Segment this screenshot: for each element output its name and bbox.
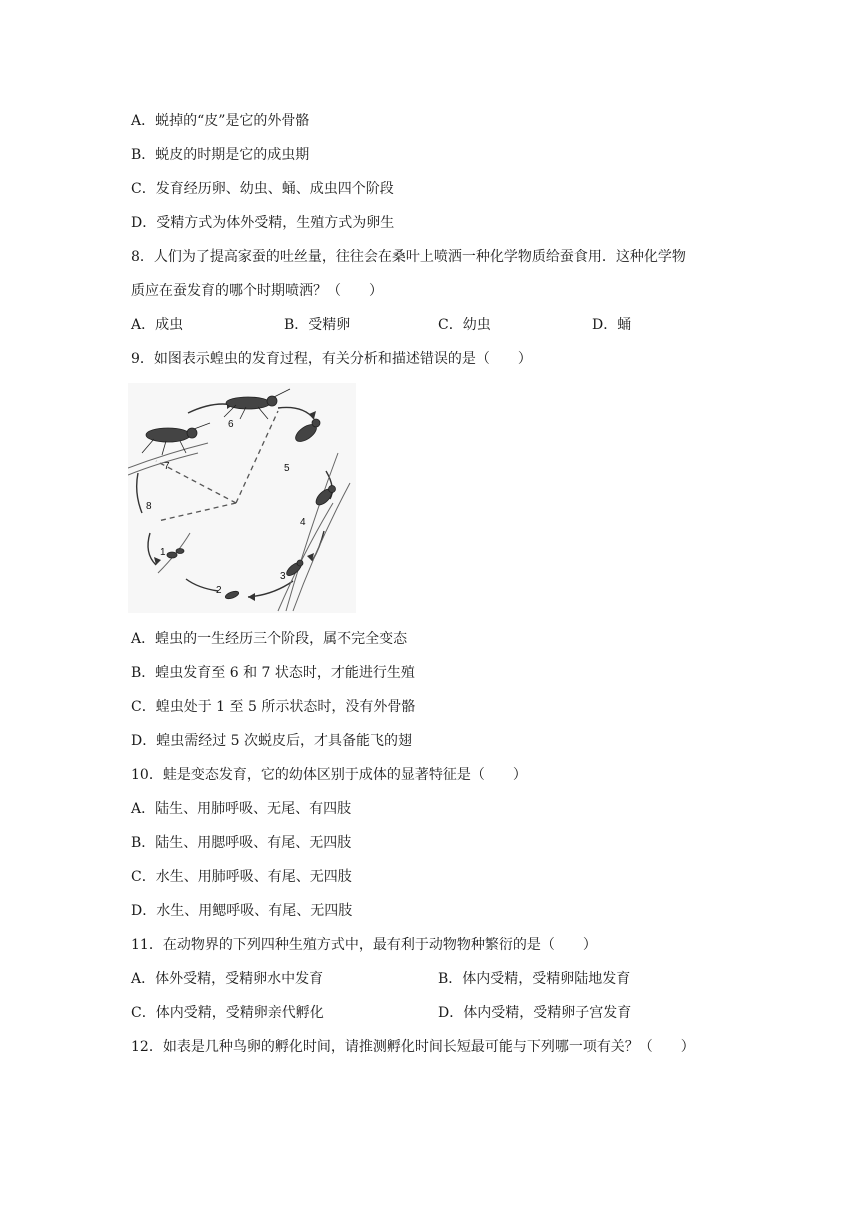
figure-label-4: 4 [300,517,306,528]
q9-stem: 9．如图表示蝗虫的发育过程，有关分析和描述错误的是（ ） [131,351,532,367]
locust-development-figure [128,383,356,613]
q7-option-a: A．蜕掉的“皮”是它的外骨骼 [131,113,310,129]
figure-label-5: 5 [284,463,290,474]
figure-label-6: 6 [228,419,234,430]
q9-option-b: B．蝗虫发育至 6 和 7 状态时，才能进行生殖 [131,665,415,681]
q8-option-a: A．成虫 [131,317,184,333]
q9-option-d: D．蝗虫需经过 5 次蜕皮后，才具备能飞的翅 [131,733,413,749]
q11-option-d: D．体内受精，受精卵子宫发育 [438,1005,632,1021]
q11-option-b: B．体内受精，受精卵陆地发育 [438,971,631,987]
q7-option-c: C．发育经历卵、幼虫、蛹、成虫四个阶段 [131,181,394,197]
q10-stem: 10．蛙是变态发育，它的幼体区别于成体的显著特征是（ ） [131,767,527,783]
q7-option-b: B．蜕皮的时期是它的成虫期 [131,147,310,163]
figure-label-2: 2 [216,585,222,596]
q8-option-b: B．受精卵 [284,317,351,333]
q10-option-c: C．水生、用肺呼吸、有尾、无四肢 [131,869,352,885]
q11-option-c: C．体内受精，受精卵亲代孵化 [131,1005,324,1021]
q10-option-b: B．陆生、用腮呼吸、有尾、无四肢 [131,835,352,851]
q9-option-c: C．蝗虫处于 1 至 5 所示状态时，没有外骨骼 [131,699,416,715]
q11-stem: 11．在动物界的下列四种生殖方式中，最有利于动物物种繁衍的是（ ） [131,937,597,953]
figure-label-3: 3 [280,571,286,582]
figure-label-1: 1 [160,547,166,558]
q8-option-c: C．幼虫 [438,317,491,333]
figure-label-8: 8 [146,501,152,512]
q12-stem: 12．如表是几种鸟卵的孵化时间，请推测孵化时间长短最可能与下列哪一项有关？（ ） [131,1039,695,1055]
q10-option-a: A．陆生、用肺呼吸、无尾、有四肢 [131,801,352,817]
q9-option-a: A．蝗虫的一生经历三个阶段，属不完全变态 [131,631,408,647]
q11-option-a: A．体外受精，受精卵水中发育 [131,971,324,987]
q8-stem-line1: 8．人们为了提高家蚕的吐丝量，往往会在桑叶上喷洒一种化学物质给蚕食用．这种化学物 [131,249,686,265]
q8-stem-line2: 质应在蚕发育的哪个时期喷洒？（ ） [131,283,383,299]
q8-option-d: D．蛹 [592,317,632,333]
q7-option-d: D．受精方式为体外受精，生殖方式为卵生 [131,215,395,231]
figure-label-7: 7 [164,461,170,472]
q10-option-d: D．水生、用鳃呼吸、有尾、无四肢 [131,903,353,919]
